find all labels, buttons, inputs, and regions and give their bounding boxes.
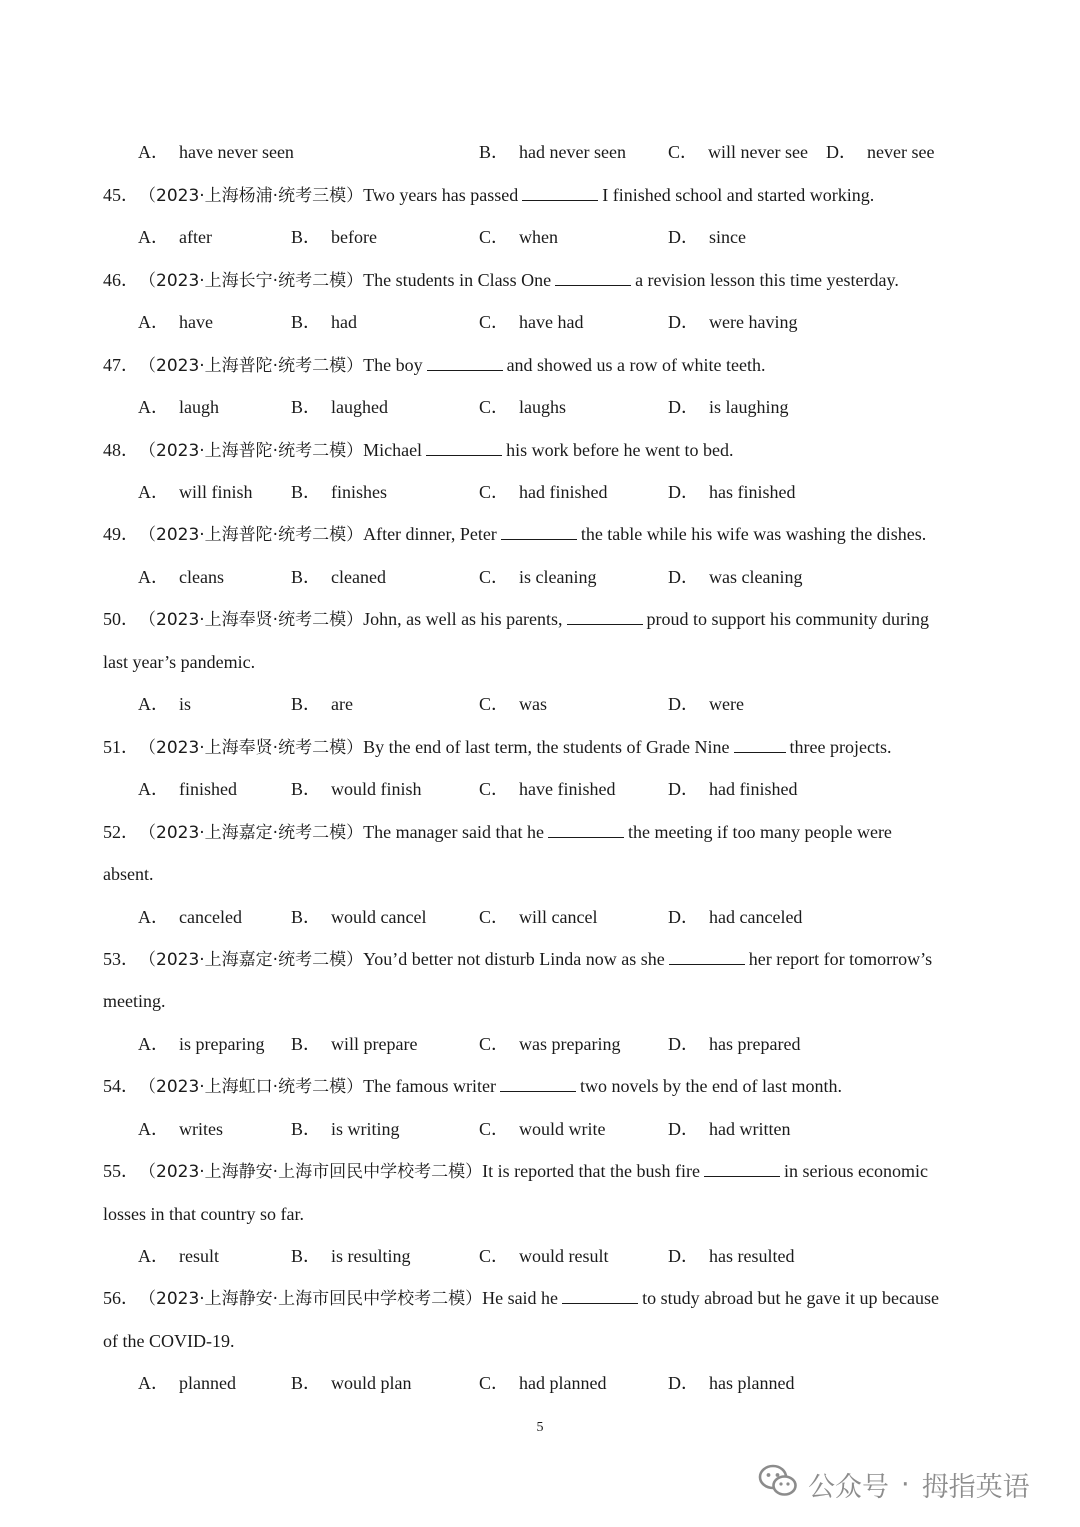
answer-option: [291, 774, 422, 804]
option-letter: C．: [479, 779, 510, 799]
option-letter: B．: [291, 694, 322, 714]
question-text-after: his work before he went to bed.: [506, 440, 734, 460]
answer-option: [479, 137, 626, 167]
question-source: （2023·上海静安·上海市回民中学校考二模）: [139, 1289, 483, 1309]
option-letter: B．: [291, 1373, 322, 1393]
answer-option: [138, 774, 237, 804]
answer-option: [138, 392, 219, 422]
answer-option: [479, 1241, 609, 1271]
answer-blank: [501, 521, 577, 540]
answer-option: [479, 222, 558, 252]
answer-option: [668, 137, 808, 167]
question-source: （2023·上海静安·上海市回民中学校考二模）: [139, 1162, 483, 1182]
question-number: 48．: [103, 440, 139, 460]
answer-option: [138, 562, 224, 592]
option-text: cleans: [179, 567, 224, 587]
answer-option: [668, 307, 797, 337]
answer-option: [668, 222, 746, 252]
question-text-before: He said he: [482, 1288, 559, 1308]
option-letter: D．: [668, 227, 699, 247]
option-letter: C．: [479, 1119, 510, 1139]
question-source: （2023·上海普陀·统考二模）: [139, 356, 364, 376]
question-text-after: her report for tomorrow’s: [748, 949, 933, 969]
option-text: is cleaning: [519, 567, 597, 587]
watermark-account-name: 拇指英语: [921, 1471, 1030, 1503]
watermark: [758, 1462, 1030, 1506]
question-number: 46．: [103, 270, 139, 290]
answer-option: [291, 1029, 417, 1059]
options-row: [103, 774, 993, 804]
option-letter: B．: [291, 567, 322, 587]
question-text-before: The famous writer: [363, 1076, 497, 1096]
question-source: （2023·上海普陀·统考二模）: [139, 441, 364, 461]
answer-option: [291, 1114, 400, 1144]
answer-option: [479, 1114, 606, 1144]
option-letter: D．: [668, 694, 699, 714]
option-letter: D．: [668, 1373, 699, 1393]
answer-option: [291, 902, 426, 932]
question-text-after: to study abroad but he gave it up because: [642, 1288, 939, 1308]
option-letter: C．: [668, 142, 699, 162]
question-source: （2023·上海杨浦·统考三模）: [139, 186, 364, 206]
answer-option: [479, 307, 583, 337]
answer-option: [291, 477, 387, 507]
question-number: 50．: [103, 609, 139, 629]
option-letter: C．: [479, 397, 510, 417]
answer-option: [291, 307, 357, 337]
answer-option: [668, 1368, 794, 1398]
option-letter: C．: [479, 1373, 510, 1393]
answer-option: [138, 222, 212, 252]
option-letter: A．: [138, 1119, 169, 1139]
option-text: laughed: [331, 397, 388, 417]
question-text-after: I finished school and started working.: [602, 185, 875, 205]
answer-option: [479, 392, 566, 422]
option-text: is laughing: [709, 397, 789, 417]
option-text: had: [331, 312, 358, 332]
question-number: 54．: [103, 1076, 139, 1096]
question-text-after: proud to support his community during: [646, 609, 930, 629]
answer-option: [668, 774, 797, 804]
question-line: [103, 732, 993, 762]
answer-option: [138, 689, 191, 719]
option-letter: C．: [479, 907, 510, 927]
question-text: losses in that country so far.: [103, 1204, 304, 1224]
answer-blank: [426, 437, 502, 456]
option-text: has finished: [709, 482, 796, 502]
question-text: meeting.: [103, 991, 166, 1011]
option-text: writes: [179, 1119, 223, 1139]
option-letter: B．: [291, 397, 322, 417]
option-text: after: [179, 227, 212, 247]
option-letter: B．: [291, 312, 322, 332]
option-letter: C．: [479, 227, 510, 247]
option-text: were: [709, 694, 744, 714]
option-text: canceled: [179, 907, 242, 927]
option-text: would write: [519, 1119, 606, 1139]
question-text: last year’s pandemic.: [103, 652, 256, 672]
question-line: [103, 817, 993, 847]
question-number: 52．: [103, 822, 139, 842]
question-source: （2023·上海虹口·统考二模）: [139, 1077, 364, 1097]
option-letter: A．: [138, 1246, 169, 1266]
question-text-before: After dinner, Peter: [363, 524, 497, 544]
question-text-after: the meeting if too many people were: [628, 822, 892, 842]
question-text-before: The boy: [363, 355, 423, 375]
option-letter: D．: [668, 482, 699, 502]
option-letter: A．: [138, 779, 169, 799]
question-text: absent.: [103, 864, 154, 884]
option-text: was: [519, 694, 548, 714]
option-text: will cancel: [519, 907, 598, 927]
answer-blank: [555, 267, 631, 286]
answer-option: [668, 689, 744, 719]
option-letter: A．: [138, 567, 169, 587]
option-text: finished: [179, 779, 237, 799]
answer-blank: [567, 606, 643, 625]
question-line: [103, 519, 993, 549]
option-letter: D．: [668, 907, 699, 927]
question-source: （2023·上海奉贤·统考二模）: [139, 610, 364, 630]
options-row: [103, 1029, 993, 1059]
answer-option: [668, 902, 802, 932]
option-text: has prepared: [709, 1034, 801, 1054]
option-text: never see: [867, 142, 935, 162]
answer-option: [479, 1368, 606, 1398]
options-row: [103, 1114, 993, 1144]
option-letter: C．: [479, 312, 510, 332]
question-continuation: [103, 647, 993, 677]
option-text: when: [519, 227, 559, 247]
watermark-label: 公众号: [808, 1471, 889, 1503]
question-text-before: You’d better not disturb Linda now as she: [363, 949, 665, 969]
option-letter: B．: [291, 1246, 322, 1266]
answer-option: [138, 1241, 219, 1271]
answer-blank: [669, 946, 745, 965]
options-row: [103, 562, 993, 592]
option-letter: A．: [138, 142, 169, 162]
option-text: laugh: [179, 397, 219, 417]
option-text: are: [331, 694, 353, 714]
question-number: 49．: [103, 524, 139, 544]
options-row: [103, 392, 993, 422]
question-text-after: a revision lesson this time yesterday.: [635, 270, 899, 290]
option-text: is: [179, 694, 192, 714]
question-number: 53．: [103, 949, 139, 969]
option-text: result: [179, 1246, 219, 1266]
option-text: were having: [709, 312, 798, 332]
options-row: [103, 1368, 993, 1398]
question-text-after: three projects.: [789, 737, 892, 757]
question-source: （2023·上海普陀·统考二模）: [139, 525, 364, 545]
option-text: will finish: [179, 482, 253, 502]
question-text-after: in serious economic: [784, 1161, 928, 1181]
answer-option: [291, 562, 386, 592]
option-letter: B．: [291, 227, 322, 247]
answer-option: [668, 1029, 800, 1059]
option-text: since: [709, 227, 746, 247]
answer-option: [668, 562, 802, 592]
option-text: has planned: [709, 1373, 795, 1393]
question-text-after: the table while his wife was washing the dishes.: [580, 524, 927, 544]
option-letter: C．: [479, 1246, 510, 1266]
question-line: [103, 180, 993, 210]
question-source: （2023·上海奉贤·统考二模）: [139, 738, 364, 758]
answer-option: [138, 307, 213, 337]
option-text: was preparing: [519, 1034, 621, 1054]
options-row: [103, 1241, 993, 1271]
question-line: [103, 265, 993, 295]
option-letter: C．: [479, 694, 510, 714]
option-text: would plan: [331, 1373, 412, 1393]
answer-option: [138, 1368, 236, 1398]
answer-option: [826, 137, 934, 167]
question-number: 55．: [103, 1161, 139, 1181]
option-text: planned: [179, 1373, 236, 1393]
question-line: [103, 1156, 993, 1186]
question-text-before: John, as well as his parents,: [363, 609, 563, 629]
answer-blank: [500, 1073, 576, 1092]
option-text: had finished: [709, 779, 798, 799]
answer-option: [479, 774, 615, 804]
question-text-after: and showed us a row of white teeth.: [506, 355, 766, 375]
answer-option: [291, 222, 377, 252]
option-text: will never see: [708, 142, 808, 162]
answer-blank: [427, 352, 503, 371]
question-text-before: It is reported that the bush fire: [482, 1161, 701, 1181]
question-source: （2023·上海嘉定·统考二模）: [139, 950, 364, 970]
options-row: [103, 222, 993, 252]
option-text: had written: [709, 1119, 791, 1139]
question-text-before: By the end of last term, the students of Grade Nine: [363, 737, 730, 757]
options-row: [103, 137, 993, 167]
answer-blank: [522, 182, 598, 201]
option-letter: D．: [668, 1034, 699, 1054]
question-line: [103, 604, 993, 634]
option-letter: C．: [479, 567, 510, 587]
question-number: 51．: [103, 737, 139, 757]
option-letter: B．: [479, 142, 510, 162]
question-continuation: [103, 1326, 993, 1356]
option-letter: A．: [138, 1373, 169, 1393]
answer-option: [291, 689, 353, 719]
option-text: had planned: [519, 1373, 607, 1393]
answer-option: [668, 1114, 790, 1144]
answer-option: [479, 477, 608, 507]
question-text-before: The students in Class One: [363, 270, 552, 290]
option-letter: D．: [668, 1246, 699, 1266]
question-continuation: [103, 986, 993, 1016]
answer-option: [138, 1114, 223, 1144]
question-continuation: [103, 859, 993, 889]
question-text-before: Two years has passed: [363, 185, 519, 205]
answer-option: [291, 392, 388, 422]
answer-blank: [734, 734, 786, 753]
wechat-icon: [758, 1463, 808, 1506]
option-letter: D．: [668, 312, 699, 332]
answer-option: [138, 137, 294, 167]
option-letter: B．: [291, 907, 322, 927]
question-number: 45．: [103, 185, 139, 205]
option-letter: D．: [668, 779, 699, 799]
question-line: [103, 350, 993, 380]
option-letter: D．: [826, 142, 857, 162]
answer-blank: [562, 1285, 638, 1304]
question-line: [103, 435, 993, 465]
option-letter: B．: [291, 779, 322, 799]
answer-option: [668, 1241, 794, 1271]
option-text: was cleaning: [709, 567, 803, 587]
question-number: 47．: [103, 355, 139, 375]
answer-option: [668, 477, 795, 507]
answer-option: [138, 902, 242, 932]
option-text: finishes: [331, 482, 388, 502]
answer-option: [479, 902, 597, 932]
options-row: [103, 307, 993, 337]
option-text: had finished: [519, 482, 608, 502]
option-letter: D．: [668, 1119, 699, 1139]
option-letter: A．: [138, 482, 169, 502]
option-letter: A．: [138, 397, 169, 417]
question-number: 56．: [103, 1288, 139, 1308]
option-text: laughs: [519, 397, 567, 417]
answer-blank: [704, 1158, 780, 1177]
option-text: had canceled: [709, 907, 803, 927]
question-text-after: two novels by the end of last month.: [580, 1076, 842, 1096]
option-text: is preparing: [179, 1034, 265, 1054]
question-source: （2023·上海嘉定·统考二模）: [139, 823, 364, 843]
option-text: is writing: [331, 1119, 400, 1139]
option-letter: A．: [138, 312, 169, 332]
option-letter: A．: [138, 1034, 169, 1054]
option-text: have finished: [519, 779, 616, 799]
option-text: would finish: [331, 779, 422, 799]
answer-option: [291, 1368, 412, 1398]
question-line: [103, 1283, 993, 1313]
answer-option: [479, 1029, 620, 1059]
option-letter: B．: [291, 482, 322, 502]
question-text-before: Michael: [363, 440, 423, 460]
option-text: before: [331, 227, 377, 247]
watermark-dot: ·: [901, 1468, 910, 1500]
option-text: have never seen: [179, 142, 294, 162]
option-letter: A．: [138, 694, 169, 714]
option-letter: C．: [479, 1034, 510, 1054]
answer-option: [291, 1241, 411, 1271]
option-text: would result: [519, 1246, 609, 1266]
option-letter: A．: [138, 907, 169, 927]
option-letter: D．: [668, 567, 699, 587]
options-row: [103, 689, 993, 719]
option-text: is resulting: [331, 1246, 411, 1266]
answer-option: [138, 1029, 264, 1059]
option-text: have: [179, 312, 213, 332]
option-text: has resulted: [709, 1246, 795, 1266]
question-text: of the COVID-19.: [103, 1331, 235, 1351]
answer-option: [479, 562, 597, 592]
question-text-before: The manager said that he: [363, 822, 545, 842]
answer-option: [479, 689, 547, 719]
option-text: had never seen: [519, 142, 626, 162]
answer-blank: [548, 819, 624, 838]
option-letter: B．: [291, 1119, 322, 1139]
question-line: [103, 944, 993, 974]
answer-option: [668, 392, 789, 422]
options-row: [103, 902, 993, 932]
answer-option: [138, 477, 253, 507]
options-row: [103, 477, 993, 507]
option-text: have had: [519, 312, 584, 332]
option-text: will prepare: [331, 1034, 418, 1054]
option-text: cleaned: [331, 567, 386, 587]
option-letter: D．: [668, 397, 699, 417]
option-letter: A．: [138, 227, 169, 247]
question-source: （2023·上海长宁·统考二模）: [139, 271, 364, 291]
option-letter: C．: [479, 482, 510, 502]
question-continuation: [103, 1199, 993, 1229]
page-number: 5: [536, 1420, 544, 1435]
question-line: [103, 1071, 993, 1101]
option-letter: B．: [291, 1034, 322, 1054]
option-text: would cancel: [331, 907, 427, 927]
